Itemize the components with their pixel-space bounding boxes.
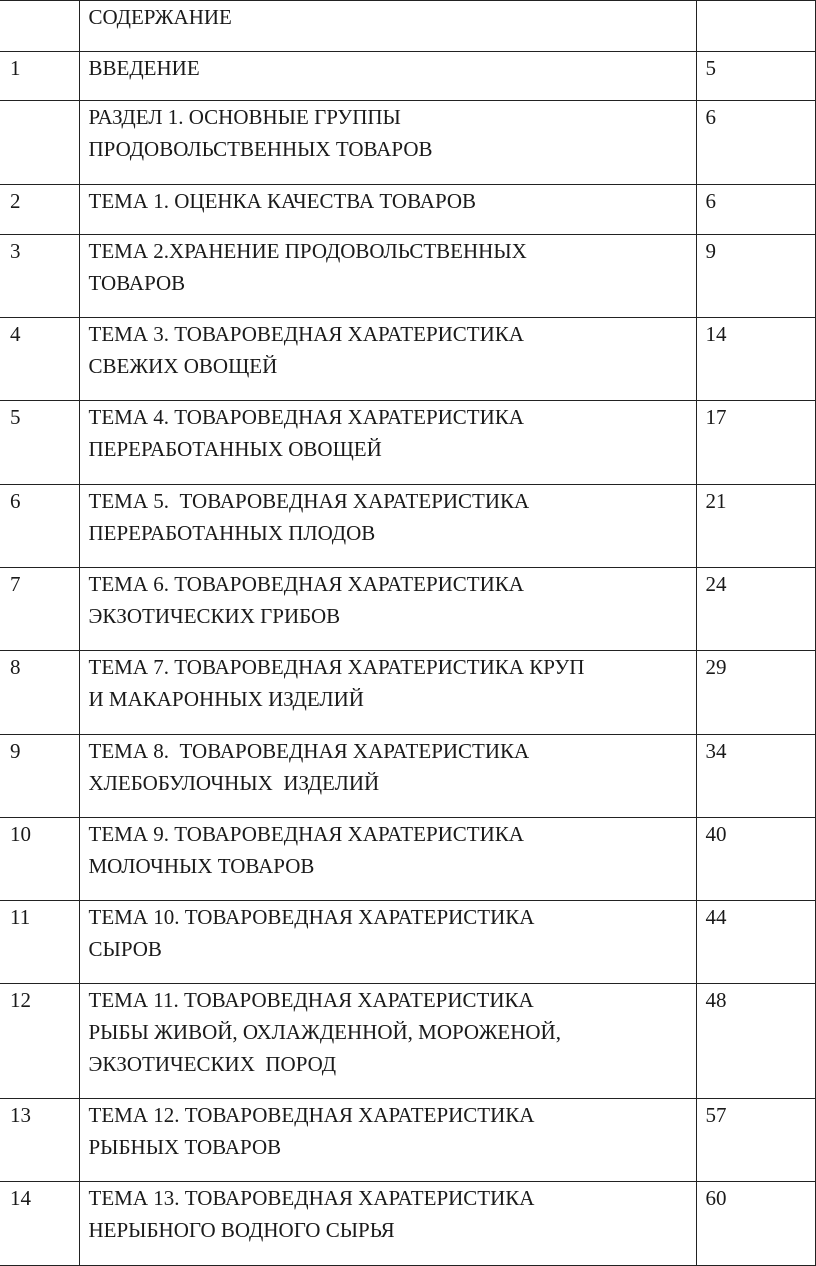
toc-body — [0, 1, 815, 1266]
toc-title-line: ТЕМА 9. ТОВАРОВЕДНАЯ ХАРАТЕРИСТИКА — [88, 822, 524, 846]
table-row — [0, 101, 815, 185]
toc-row-number: 5 — [0, 401, 79, 485]
table-row — [0, 984, 815, 1099]
toc-row-number: 6 — [0, 485, 79, 568]
toc-title-line: ТЕМА 10. ТОВАРОВЕДНАЯ ХАРАТЕРИСТИКА — [88, 905, 535, 929]
toc-title-line: ЭКЗОТИЧЕСКИХ ПОРОД — [88, 1052, 337, 1076]
toc-title-line: ЭКЗОТИЧЕСКИХ ГРИБОВ — [88, 604, 341, 628]
toc-row-page: 29 — [696, 651, 815, 735]
toc-row-page: 44 — [696, 901, 815, 984]
toc-row-title — [79, 901, 696, 984]
toc-header-title — [79, 1, 696, 52]
toc-row-page: 40 — [696, 818, 815, 901]
toc-row-title — [79, 1099, 696, 1182]
toc-row-title — [79, 185, 696, 235]
toc-title-line: ПЕРЕРАБОТАННЫХ ОВОЩЕЙ — [88, 437, 382, 461]
toc-row-page: 17 — [696, 401, 815, 485]
toc-row-number: 2 — [0, 185, 79, 235]
table-row — [0, 401, 815, 485]
toc-row-title — [79, 318, 696, 401]
toc-row-page: 48 — [696, 984, 815, 1099]
toc-title-line: РЫБНЫХ ТОВАРОВ — [88, 1135, 282, 1159]
toc-row-number — [0, 101, 79, 185]
toc-row-page: 5 — [696, 52, 815, 101]
toc-title-line: ПРОДОВОЛЬСТВЕННЫХ ТОВАРОВ — [88, 137, 433, 161]
toc-row-page: 6 — [696, 185, 815, 235]
toc-row-number: 9 — [0, 735, 79, 818]
toc-row-title — [79, 984, 696, 1099]
toc-row-page: 21 — [696, 485, 815, 568]
toc-title-line: ХЛЕБОБУЛОЧНЫХ ИЗДЕЛИЙ — [88, 771, 380, 795]
toc-row-page: 60 — [696, 1182, 815, 1266]
toc-row-page: 6 — [696, 101, 815, 185]
table-row — [0, 1099, 815, 1182]
toc-title-line: ВВЕДЕНИЕ — [88, 56, 200, 80]
toc-header-row — [0, 1, 815, 52]
toc-title-line: СВЕЖИХ ОВОЩЕЙ — [88, 354, 278, 378]
toc-title-line: СЫРОВ — [88, 937, 162, 961]
toc-row-title — [79, 568, 696, 651]
toc-title-line: РЫБЫ ЖИВОЙ, ОХЛАЖДЕННОЙ, МОРОЖЕНОЙ, — [88, 1020, 561, 1044]
table-row — [0, 185, 815, 235]
toc-row-title — [79, 101, 696, 185]
toc-header-page-cell — [696, 1, 815, 52]
toc-title-line: МОЛОЧНЫХ ТОВАРОВ — [88, 854, 315, 878]
toc-title-line: ТЕМА 1. ОЦЕНКА КАЧЕСТВА ТОВАРОВ — [88, 189, 477, 213]
toc-row-title — [79, 818, 696, 901]
table-row — [0, 318, 815, 401]
toc-row-number: 4 — [0, 318, 79, 401]
toc-title-line: И МАКАРОННЫХ ИЗДЕЛИЙ — [88, 687, 364, 711]
table-row — [0, 735, 815, 818]
toc-title-line: ТЕМА 5. ТОВАРОВЕДНАЯ ХАРАТЕРИСТИКА — [88, 489, 530, 513]
toc-title-line: ТЕМА 3. ТОВАРОВЕДНАЯ ХАРАТЕРИСТИКА — [88, 322, 524, 346]
toc-row-page: 34 — [696, 735, 815, 818]
toc-row-page: 14 — [696, 318, 815, 401]
toc-title-line: ТЕМА 6. ТОВАРОВЕДНАЯ ХАРАТЕРИСТИКА — [88, 572, 524, 596]
table-row — [0, 568, 815, 651]
toc-row-number: 3 — [0, 235, 79, 318]
toc-heading: СОДЕРЖАНИЕ — [88, 5, 232, 29]
toc-row-number: 1 — [0, 52, 79, 101]
toc-row-number: 11 — [0, 901, 79, 984]
toc-row-title — [79, 735, 696, 818]
toc-row-title — [79, 1182, 696, 1266]
toc-title-line: ТЕМА 11. ТОВАРОВЕДНАЯ ХАРАТЕРИСТИКА — [88, 988, 534, 1012]
table-row — [0, 651, 815, 735]
toc-title-line: ТЕМА 4. ТОВАРОВЕДНАЯ ХАРАТЕРИСТИКА — [88, 405, 524, 429]
toc-header-num-cell — [0, 1, 79, 52]
table-row — [0, 52, 815, 101]
toc-row-page: 57 — [696, 1099, 815, 1182]
table-row — [0, 485, 815, 568]
toc-row-number: 12 — [0, 984, 79, 1099]
toc-row-title — [79, 485, 696, 568]
toc-row-title — [79, 651, 696, 735]
toc-title-line: ПЕРЕРАБОТАННЫХ ПЛОДОВ — [88, 521, 376, 545]
toc-row-title — [79, 235, 696, 318]
table-row — [0, 818, 815, 901]
toc-row-page: 24 — [696, 568, 815, 651]
toc-title-line: ТЕМА 12. ТОВАРОВЕДНАЯ ХАРАТЕРИСТИКА — [88, 1103, 535, 1127]
toc-row-title — [79, 401, 696, 485]
toc-row-number: 10 — [0, 818, 79, 901]
toc-row-page: 9 — [696, 235, 815, 318]
table-row — [0, 1182, 815, 1266]
toc-title-line: НЕРЫБНОГО ВОДНОГО СЫРЬЯ — [88, 1218, 395, 1242]
toc-row-number: 8 — [0, 651, 79, 735]
toc-title-line: ТЕМА 13. ТОВАРОВЕДНАЯ ХАРАТЕРИСТИКА — [88, 1186, 535, 1210]
toc-title-line: ТОВАРОВ — [88, 271, 186, 295]
toc-title-line: ТЕМА 2.ХРАНЕНИЕ ПРОДОВОЛЬСТВЕННЫХ — [88, 239, 527, 263]
toc-title-line: ТЕМА 7. ТОВАРОВЕДНАЯ ХАРАТЕРИСТИКА КРУП — [88, 655, 585, 679]
toc-title-line: ТЕМА 8. ТОВАРОВЕДНАЯ ХАРАТЕРИСТИКА — [88, 739, 530, 763]
table-row — [0, 235, 815, 318]
toc-row-number: 7 — [0, 568, 79, 651]
toc-row-number: 13 — [0, 1099, 79, 1182]
toc-title-line: РАЗДЕЛ 1. ОСНОВНЫЕ ГРУППЫ — [88, 105, 401, 129]
table-row — [0, 901, 815, 984]
toc-row-title — [79, 52, 696, 101]
toc-row-number: 14 — [0, 1182, 79, 1266]
